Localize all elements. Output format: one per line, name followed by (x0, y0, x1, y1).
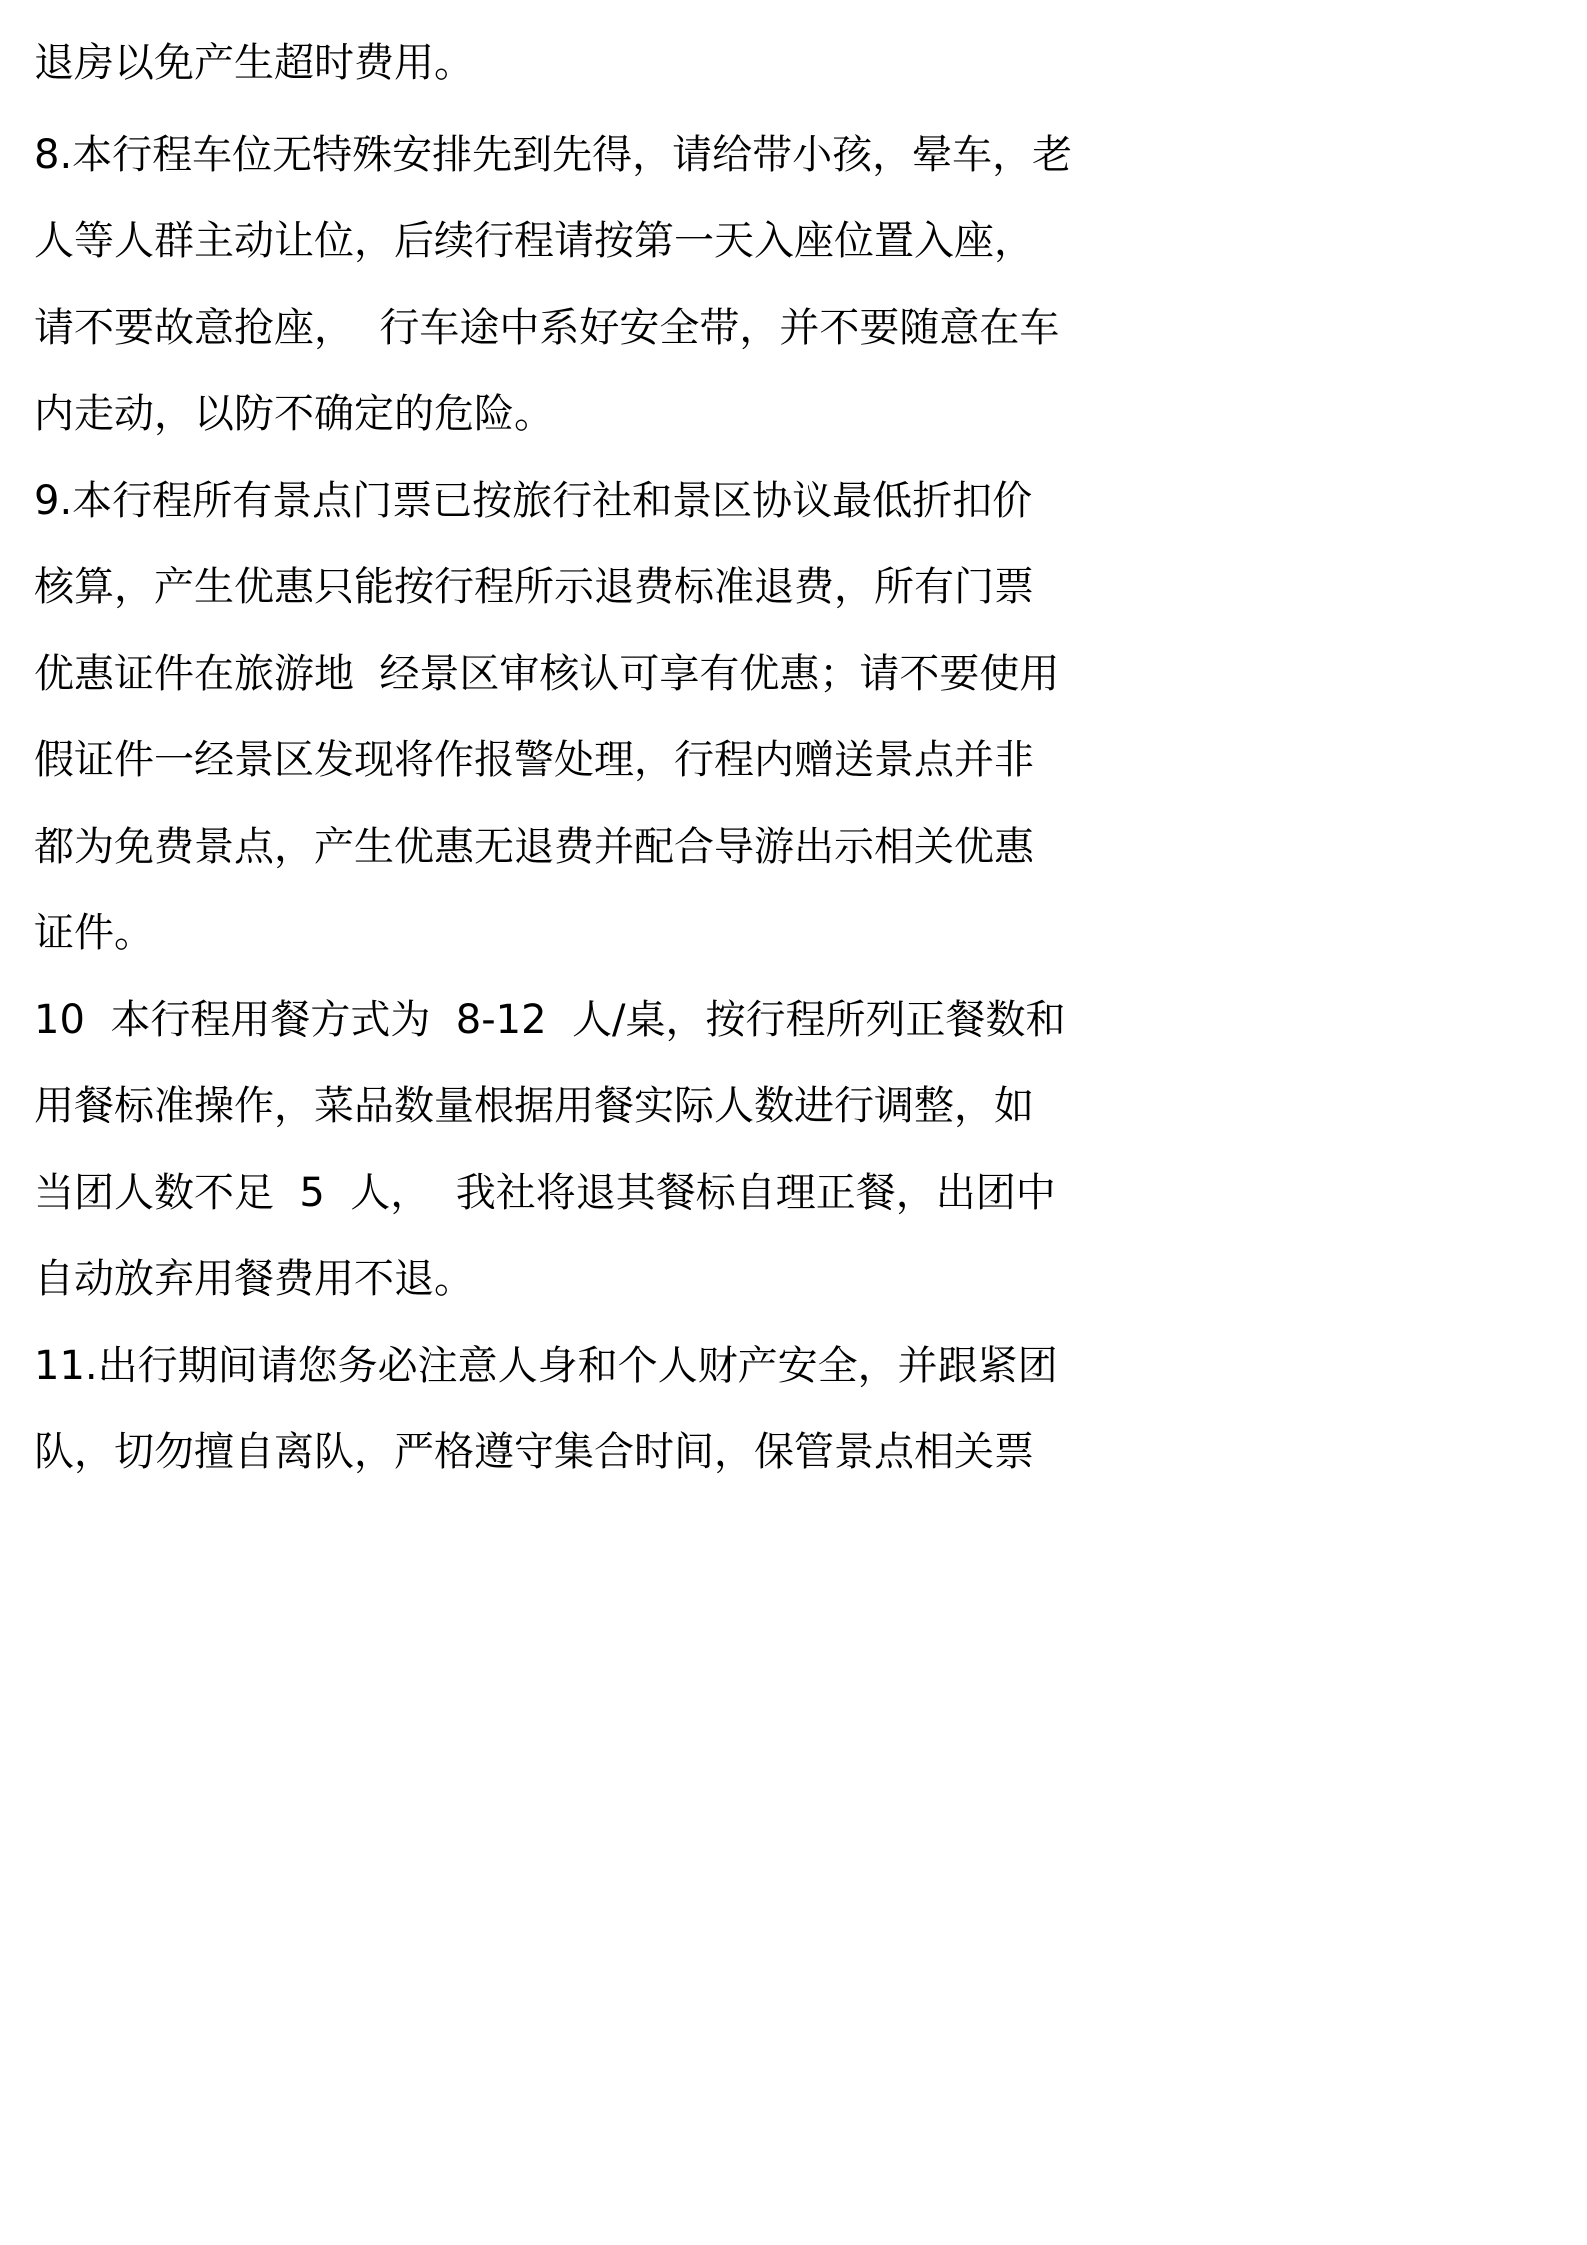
text-line: 自动放弃用餐费用不退。 (34, 1256, 474, 1302)
text-line: 优惠证件在旅游地 经景区审核认可享有优惠；请不要使用 (34, 651, 1060, 697)
text-line: 8.本行程车位无特殊安排先到先得，请给带小孩，晕车，老 (34, 132, 1073, 178)
text-line: 9.本行程所有景点门票已按旅行社和景区协议最低折扣价 (34, 478, 1033, 524)
text-line: 退房以免产生超时费用。 (34, 40, 474, 86)
document-page (0, 0, 1100, 1557)
text-line: 请不要故意抢座， 行车途中系好安全带，并不要随意在车 (34, 305, 1060, 351)
text-line: 用餐标准操作，菜品数量根据用餐实际人数进行调整，如 (34, 1083, 1034, 1129)
text-line: 核算，产生优惠只能按行程所示退费标准退费，所有门票 (34, 564, 1034, 610)
text-line: 都为免费景点，产生优惠无退费并配合导游出示相关优惠 (34, 824, 1034, 870)
text-line: 当团人数不足 5 人， 我社将退其餐标自理正餐，出团中 (34, 1170, 1056, 1216)
text-line: 假证件一经景区发现将作报警处理，行程内赠送景点并非 (34, 737, 1034, 783)
text-line: 10 本行程用餐方式为 8-12 人/桌，按行程所列正餐数和 (34, 997, 1066, 1043)
text-line: 人等人群主动让位，后续行程请按第一天入座位置入座， (34, 218, 1034, 264)
text-line: 11.出行期间请您务必注意人身和个人财产安全，并跟紧团 (34, 1343, 1058, 1389)
text-line: 内走动，以防不确定的危险。 (34, 391, 554, 437)
text-line: 队，切勿擅自离队，严格遵守集合时间，保管景点相关票 (34, 1429, 1034, 1475)
text-line: 证件。 (34, 910, 154, 956)
